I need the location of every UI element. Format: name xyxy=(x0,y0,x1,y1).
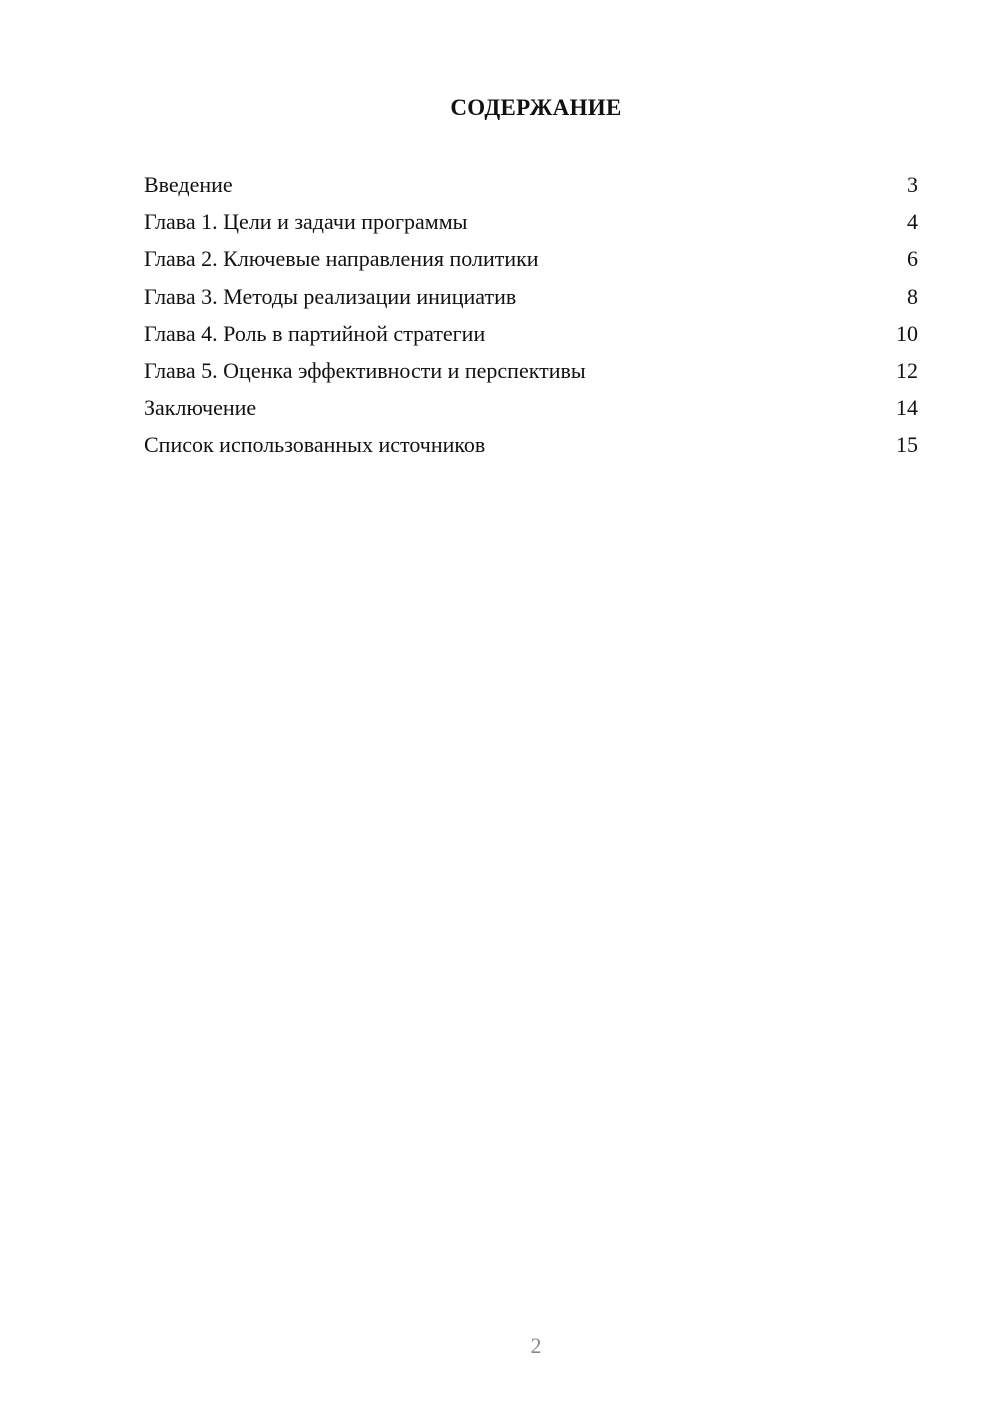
toc-item-label: Глава 5. Оценка эффективности и перспективы xyxy=(144,357,586,383)
toc-item-page: 3 xyxy=(907,172,918,197)
toc-item-page: 4 xyxy=(907,209,918,235)
toc-item-chapter-2[interactable] xyxy=(144,240,918,277)
table-of-contents xyxy=(144,166,918,464)
toc-item-page: 15 xyxy=(896,432,918,458)
toc-item-references[interactable] xyxy=(144,426,918,463)
toc-item-page: 10 xyxy=(896,320,918,346)
toc-item-conclusion[interactable] xyxy=(144,389,918,426)
toc-item-label: Глава 1. Цели и задачи программы xyxy=(144,209,468,235)
toc-title: СОДЕРЖАНИЕ xyxy=(450,95,622,120)
toc-item-page: 12 xyxy=(896,357,918,383)
toc-item-chapter-5[interactable] xyxy=(144,352,918,389)
toc-item-label: Глава 3. Методы реализации инициатив xyxy=(144,283,517,309)
toc-item-chapter-4[interactable] xyxy=(144,315,918,352)
toc-item-label: Список использованных источников xyxy=(144,432,486,458)
toc-item-label: Заключение xyxy=(144,395,257,421)
toc-item-label: Глава 4. Роль в партийной стратегии xyxy=(144,320,486,346)
toc-item-page: 14 xyxy=(896,395,918,421)
toc-item-label: Глава 2. Ключевые направления политики xyxy=(144,246,539,272)
toc-item-page: 6 xyxy=(907,246,918,272)
toc-item-introduction[interactable] xyxy=(144,166,918,203)
page-number: 2 xyxy=(530,1333,542,1358)
toc-item-page: 8 xyxy=(907,283,918,309)
toc-item-chapter-3[interactable] xyxy=(144,278,918,315)
toc-item-chapter-1[interactable] xyxy=(144,203,918,240)
toc-item-label: Введение xyxy=(144,172,233,197)
